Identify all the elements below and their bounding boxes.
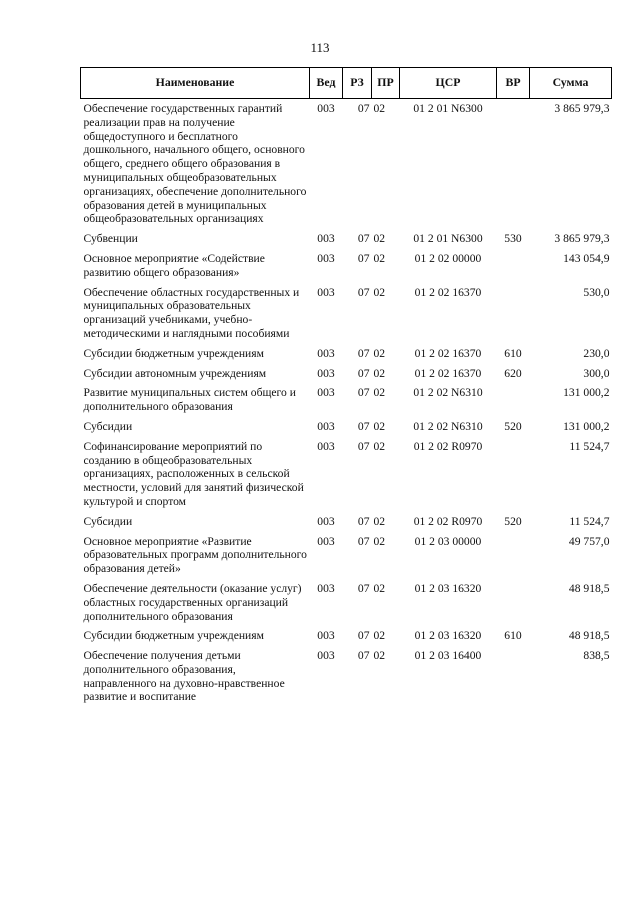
cell-sum: 3 865 979,3 [554, 232, 610, 246]
cell-csr: 01 2 02 N6310 [413, 419, 483, 433]
cell-sum: 143 054,9 [563, 251, 610, 265]
table-row [81, 364, 612, 384]
cell-pr: 02 [373, 649, 386, 663]
table-row [81, 229, 612, 249]
cell-pr: 02 [373, 514, 386, 528]
cell-pr: 02 [373, 629, 386, 643]
cell-vr: 620 [504, 366, 522, 380]
cell-rz: 07 [357, 102, 370, 115]
cell-ved: 003 [317, 514, 335, 528]
cell-rz: 07 [357, 419, 370, 433]
cell-name: Обеспечение государственных гарантий реализации прав на получение общедоступного и бесплатного дошкольного, начального общего, основного общего, среднего общего образования в муниципальных общеобразовательных организациях, обеспечение дополнительного образования детей в муниципальных общеобразовательных организациях [83, 102, 307, 226]
cell-csr: 01 2 02 16370 [414, 346, 482, 360]
cell-ved: 003 [317, 366, 335, 380]
cell-rz: 07 [357, 581, 370, 595]
cell-ved: 003 [317, 581, 335, 595]
table-row [81, 283, 612, 344]
cell-rz: 07 [357, 366, 370, 380]
cell-name: Обеспечение деятельности (оказание услуг) областных государственных организаций дополнительного образования [83, 581, 302, 623]
cell-csr: 01 2 02 16370 [414, 366, 482, 380]
table-row [81, 437, 612, 512]
cell-vr [497, 437, 530, 512]
cell-vr [497, 532, 530, 579]
page-number: 113 [310, 40, 330, 55]
table-row [81, 626, 612, 646]
cell-pr: 02 [373, 346, 386, 360]
column-header-vr: ВР [497, 68, 530, 99]
cell-ved: 003 [317, 232, 335, 246]
cell-name: Субсидии бюджетным учреждениям [83, 629, 264, 643]
cell-csr: 01 2 03 16320 [414, 581, 482, 595]
cell-ved: 003 [317, 534, 335, 548]
cell-rz: 07 [357, 386, 370, 400]
cell-csr: 01 2 02 R0970 [413, 439, 483, 453]
cell-name: Основное мероприятие «Развитие образовательных программ дополнительного образования детей» [83, 534, 307, 576]
cell-csr: 01 2 02 00000 [414, 251, 482, 265]
cell-pr: 02 [373, 285, 386, 299]
column-header-ved: Вед [310, 68, 343, 99]
cell-pr: 02 [373, 419, 386, 433]
cell-ved: 003 [317, 102, 335, 115]
cell-pr: 02 [373, 251, 386, 265]
cell-rz: 07 [357, 251, 370, 265]
cell-vr [497, 249, 530, 283]
column-header-name: Наименование [81, 68, 310, 99]
table-row [81, 512, 612, 532]
cell-sum: 230,0 [583, 346, 610, 360]
cell-ved: 003 [317, 439, 335, 453]
cell-sum: 131 000,2 [563, 386, 610, 400]
column-header-pr: ПР [372, 68, 400, 99]
table-row [81, 383, 612, 417]
cell-rz: 07 [357, 285, 370, 299]
budget-table [80, 67, 612, 707]
table-body [81, 99, 612, 708]
cell-csr: 01 2 01 N6300 [413, 102, 483, 115]
cell-sum: 49 757,0 [568, 534, 610, 548]
cell-rz: 07 [357, 346, 370, 360]
cell-vr: 520 [504, 514, 522, 528]
cell-vr: 610 [504, 346, 522, 360]
cell-sum: 48 918,5 [568, 629, 610, 643]
cell-sum: 11 524,7 [569, 439, 610, 453]
cell-ved: 003 [317, 251, 335, 265]
cell-sum: 3 865 979,3 [554, 102, 610, 115]
cell-ved: 003 [317, 386, 335, 400]
cell-vr [497, 283, 530, 344]
cell-pr: 02 [373, 232, 386, 246]
cell-sum: 131 000,2 [563, 419, 610, 433]
cell-ved: 003 [317, 629, 335, 643]
table-row [81, 532, 612, 579]
column-header-csr: ЦСР [400, 68, 497, 99]
cell-csr: 01 2 01 N6300 [413, 232, 483, 246]
cell-csr: 01 2 03 16400 [414, 649, 482, 663]
cell-name: Обеспечение получения детьми дополнительного образования, направленного на духовно-нравственное развитие и воспитание [83, 649, 285, 704]
cell-pr: 02 [373, 386, 386, 400]
table-row [81, 579, 612, 626]
table-row [81, 417, 612, 437]
table-header-row [81, 68, 612, 99]
cell-name: Основное мероприятие «Содействие развитию общего образования» [83, 251, 265, 279]
cell-vr [497, 99, 530, 230]
cell-csr: 01 2 03 16320 [414, 629, 482, 643]
cell-pr: 02 [373, 102, 386, 115]
table-row [81, 249, 612, 283]
cell-sum: 11 524,7 [569, 514, 610, 528]
cell-sum: 530,0 [583, 285, 610, 299]
table-row [81, 99, 612, 230]
cell-name: Субсидии автономным учреждениям [83, 366, 267, 380]
cell-pr: 02 [373, 366, 386, 380]
cell-rz: 07 [357, 629, 370, 643]
cell-vr [497, 646, 530, 707]
cell-rz: 07 [357, 534, 370, 548]
cell-name: Субсидии бюджетным учреждениям [83, 346, 264, 360]
cell-pr: 02 [373, 439, 386, 453]
cell-ved: 003 [317, 285, 335, 299]
cell-name: Субвенции [83, 232, 138, 246]
cell-ved: 003 [317, 346, 335, 360]
table-row [81, 344, 612, 364]
cell-csr: 01 2 02 R0970 [413, 514, 483, 528]
cell-sum: 48 918,5 [568, 581, 610, 595]
cell-rz: 07 [357, 232, 370, 246]
cell-vr [497, 579, 530, 626]
cell-pr: 02 [373, 534, 386, 548]
cell-name: Развитие муниципальных систем общего и дополнительного образования [83, 386, 296, 414]
cell-name: Софинансирование мероприятий по созданию в общеобразовательных организациях, расположенных в сельской местности, условий для занятий физической культурой и спортом [83, 439, 304, 508]
cell-vr [497, 383, 530, 417]
cell-csr: 01 2 03 00000 [414, 534, 482, 548]
cell-rz: 07 [357, 514, 370, 528]
column-header-rz: РЗ [343, 68, 372, 99]
cell-ved: 003 [317, 649, 335, 663]
cell-csr: 01 2 02 N6310 [413, 386, 483, 400]
cell-vr: 530 [504, 232, 522, 246]
cell-csr: 01 2 02 16370 [414, 285, 482, 299]
cell-pr: 02 [373, 581, 386, 595]
cell-vr: 520 [504, 419, 522, 433]
cell-rz: 07 [357, 439, 370, 453]
cell-ved: 003 [317, 419, 335, 433]
cell-name: Субсидии [83, 514, 133, 528]
column-header-sum: Сумма [530, 68, 612, 99]
cell-rz: 07 [357, 649, 370, 663]
cell-sum: 838,5 [583, 649, 610, 663]
table-row [81, 646, 612, 707]
cell-name: Субсидии [83, 419, 133, 433]
cell-vr: 610 [504, 629, 522, 643]
cell-sum: 300,0 [583, 366, 610, 380]
cell-name: Обеспечение областных государственных и муниципальных образовательных организаций учебниками, учебно-методическими и наглядными пособиями [83, 285, 300, 340]
